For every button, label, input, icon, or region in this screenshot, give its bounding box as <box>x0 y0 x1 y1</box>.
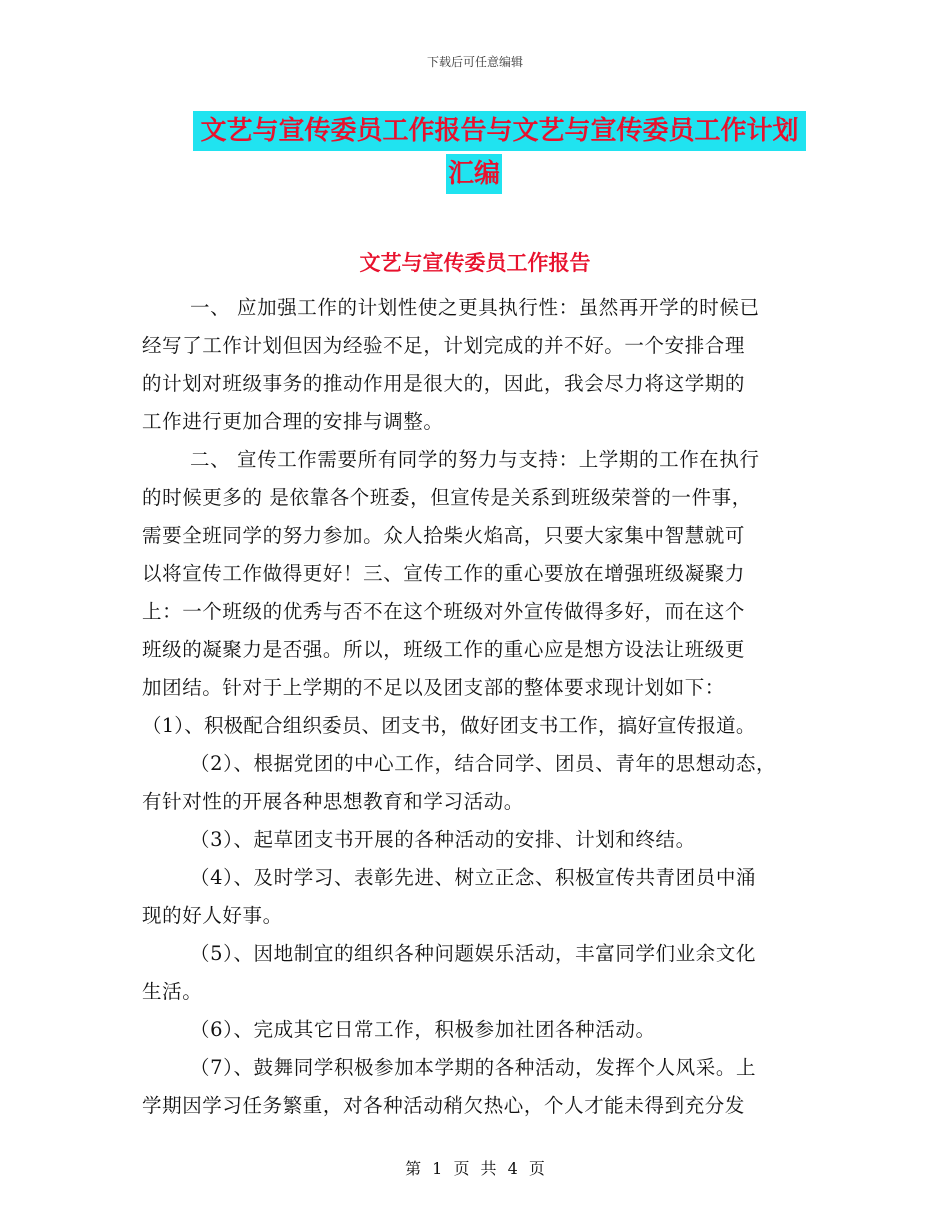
text-line: 以将宣传工作做得更好！三、宣传工作的重心要放在增强班级凝聚力 <box>142 562 746 585</box>
text-line: 班级的凝聚力是否强。所以，班级工作的重心应是想方设法让班级更 <box>142 638 746 661</box>
text-line: （2）、根据党团的中心工作，结合同学、团员、青年的思想动态， <box>190 752 777 775</box>
text-line: 现的好人好事。 <box>142 904 283 927</box>
text-line: （3）、起草团支书开展的各种活动的安排、计划和终结。 <box>190 828 696 851</box>
text-line: （4）、及时学习、表彰先进、树立正念、积极宣传共青团员中涌 <box>190 866 757 889</box>
text-line: 工作进行更加合理的安排与调整。 <box>142 410 444 433</box>
header-note: 下载后可任意编辑 <box>426 55 523 69</box>
text-line: 的时候更多的 是依靠各个班委，但宣传是关系到班级荣誉的一件事， <box>142 486 752 509</box>
text-line: 一、 应加强工作的计划性使之更具执行性：虽然再开学的时候已 <box>190 296 760 319</box>
text-line: 的计划对班级事务的推动作用是很大的，因此，我会尽力将这学期的 <box>142 372 746 395</box>
text-line: 经写了工作计划但因为经验不足，计划完成的并不好。一个安排合理 <box>142 334 746 357</box>
text-line: 有针对性的开展各种思想教育和学习活动。 <box>142 790 524 813</box>
text-line: 生活。 <box>142 980 203 1003</box>
section-heading: 文艺与宣传委员工作报告 <box>359 251 591 275</box>
text-line: 需要全班同学的努力参加。众人拾柴火焰高，只要大家集中智慧就可 <box>142 524 746 547</box>
text-line: （1）、积极配合组织委员、团支书，做好团支书工作，搞好宣传报道。 <box>142 714 756 737</box>
text-line: （5）、因地制宜的组织各种问题娱乐活动，丰富同学们业余文化 <box>190 942 757 965</box>
document-title-line-2: 汇编 <box>446 154 502 194</box>
document-title-line-1: 文艺与宣传委员工作报告与文艺与宣传委员工作计划 <box>193 111 806 151</box>
text-line: 学期因学习任务繁重，对各种活动稍欠热心，个人才能未得到充分发 <box>142 1094 746 1117</box>
text-line: 二、 宣传工作需要所有同学的努力与支持：上学期的工作在执行 <box>190 448 760 471</box>
text-line: 上：一个班级的优秀与否不在这个班级对外宣传做得多好，而在这个 <box>142 600 746 623</box>
text-line: （6）、完成其它日常工作，积极参加社团各种活动。 <box>190 1018 656 1041</box>
page-footer: 第 1 页 共 4 页 <box>405 1159 545 1178</box>
text-line: 加团结。针对于上学期的不足以及团支部的整体要求现计划如下： <box>142 676 725 699</box>
text-line: （7）、鼓舞同学积极参加本学期的各种活动，发挥个人风采。上 <box>190 1056 757 1079</box>
